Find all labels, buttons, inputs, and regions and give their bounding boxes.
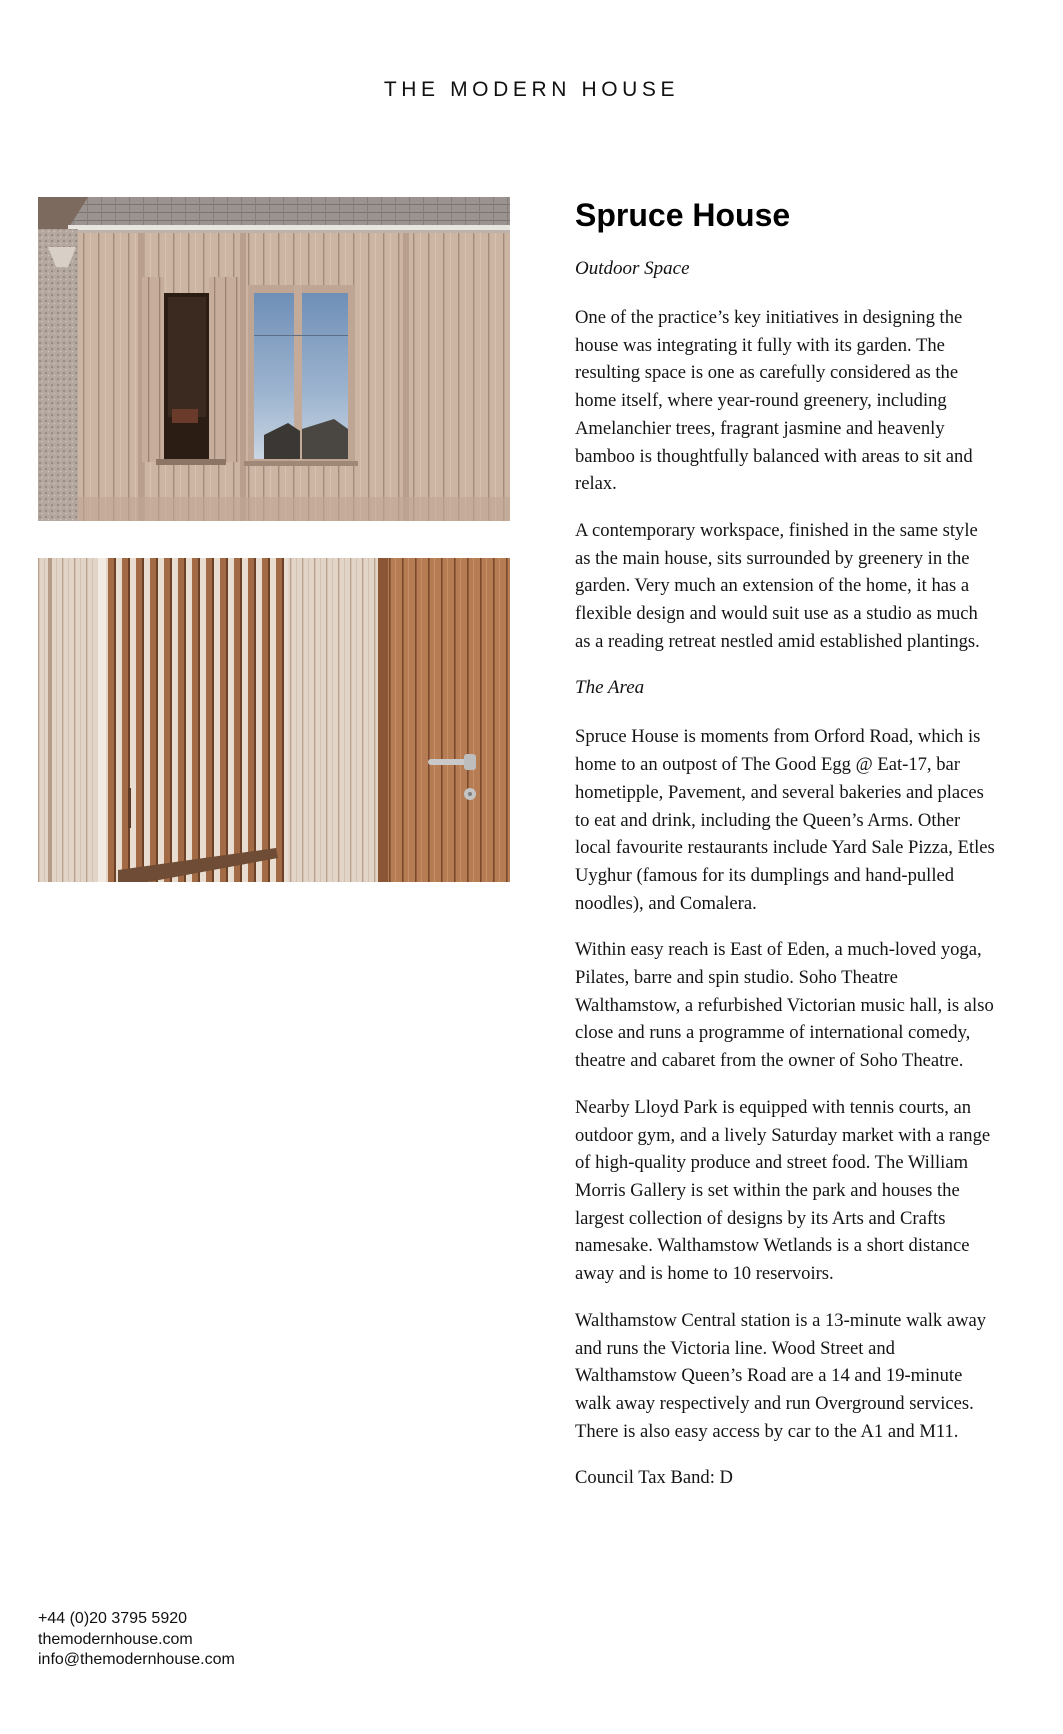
slats-door-photo: [38, 558, 510, 882]
section-heading-outdoor-space: Outdoor Space: [575, 258, 690, 279]
website-link[interactable]: themodernhouse.com: [38, 1630, 193, 1648]
council-tax-band: Council Tax Band: D: [575, 1467, 733, 1489]
phone-number[interactable]: +44 (0)20 3795 5920: [38, 1610, 188, 1627]
area-paragraph: Nearby Lloyd Park is equipped with tennis courts, an outdoor gym, and a lively Saturday market with a range of high-quality produce and street food. The William Morris Gallery is set within the park and houses the largest collection of designs by its Arts and Crafts namesake. Walthamstow Wetlands is a short distance away and is home to 10 reservoirs.: [575, 1096, 991, 1285]
property-description: [575, 197, 995, 1511]
brand-wordmark: THE MODERN HOUSE: [383, 78, 680, 101]
outdoor-paragraph: A contemporary workspace, finished in the same style as the main house, sits surrounded by greenery in the garden. Very much an extension of the home, it has a flexible design and would suit use as a studio as much as a reading retreat nestled amid established plantings.: [575, 519, 980, 652]
outdoor-paragraph: One of the practice’s key initiatives in designing the house was integrating it fully with its garden. The resulting space is one as carefully considered as the home itself, where year-round greenery, including Amelanchier trees, fragrant jasmine and heavenly bamboo is thoughtfully balanced with areas to sit and relax.: [575, 307, 973, 495]
section-heading-the-area: The Area: [575, 677, 645, 699]
area-paragraph: Walthamstow Central station is a 13-minute walk away and runs the Victoria line. Wood Street and Walthamstow Queen’s Road are a 14 and 19-minute walk away respectively and run Overground services. There is also easy access by car to the A1 and M11.: [575, 1309, 987, 1442]
area-paragraph: Spruce House is moments from Orford Road, which is home to an outpost of The Good Egg @ Eat-17, bar hometipple, Pavement, and several bakeries and places to eat and drink, including the Queen’s Arms. Other local favourite restaurants include Yard Sale Pizza, Etles Uyghur (famous for its dumplings and hand-pulled noodles), and Comalera.: [575, 726, 995, 914]
contact-block: [38, 1609, 235, 1671]
property-title: Spruce House: [575, 197, 791, 233]
facade-photo: [38, 197, 510, 521]
area-paragraph: Within easy reach is East of Eden, a much-loved yoga, Pilates, barre and spin studio. Soho Theatre Walthamstow, a refurbished Victorian music hall, is also close and runs a programme of international comedy, theatre and cabaret from the owner of Soho Theatre.: [575, 939, 994, 1072]
slats-door-photo-image: [38, 558, 510, 882]
email-link[interactable]: info@themodernhouse.com: [38, 1651, 235, 1668]
facade-photo-image: [38, 197, 510, 521]
